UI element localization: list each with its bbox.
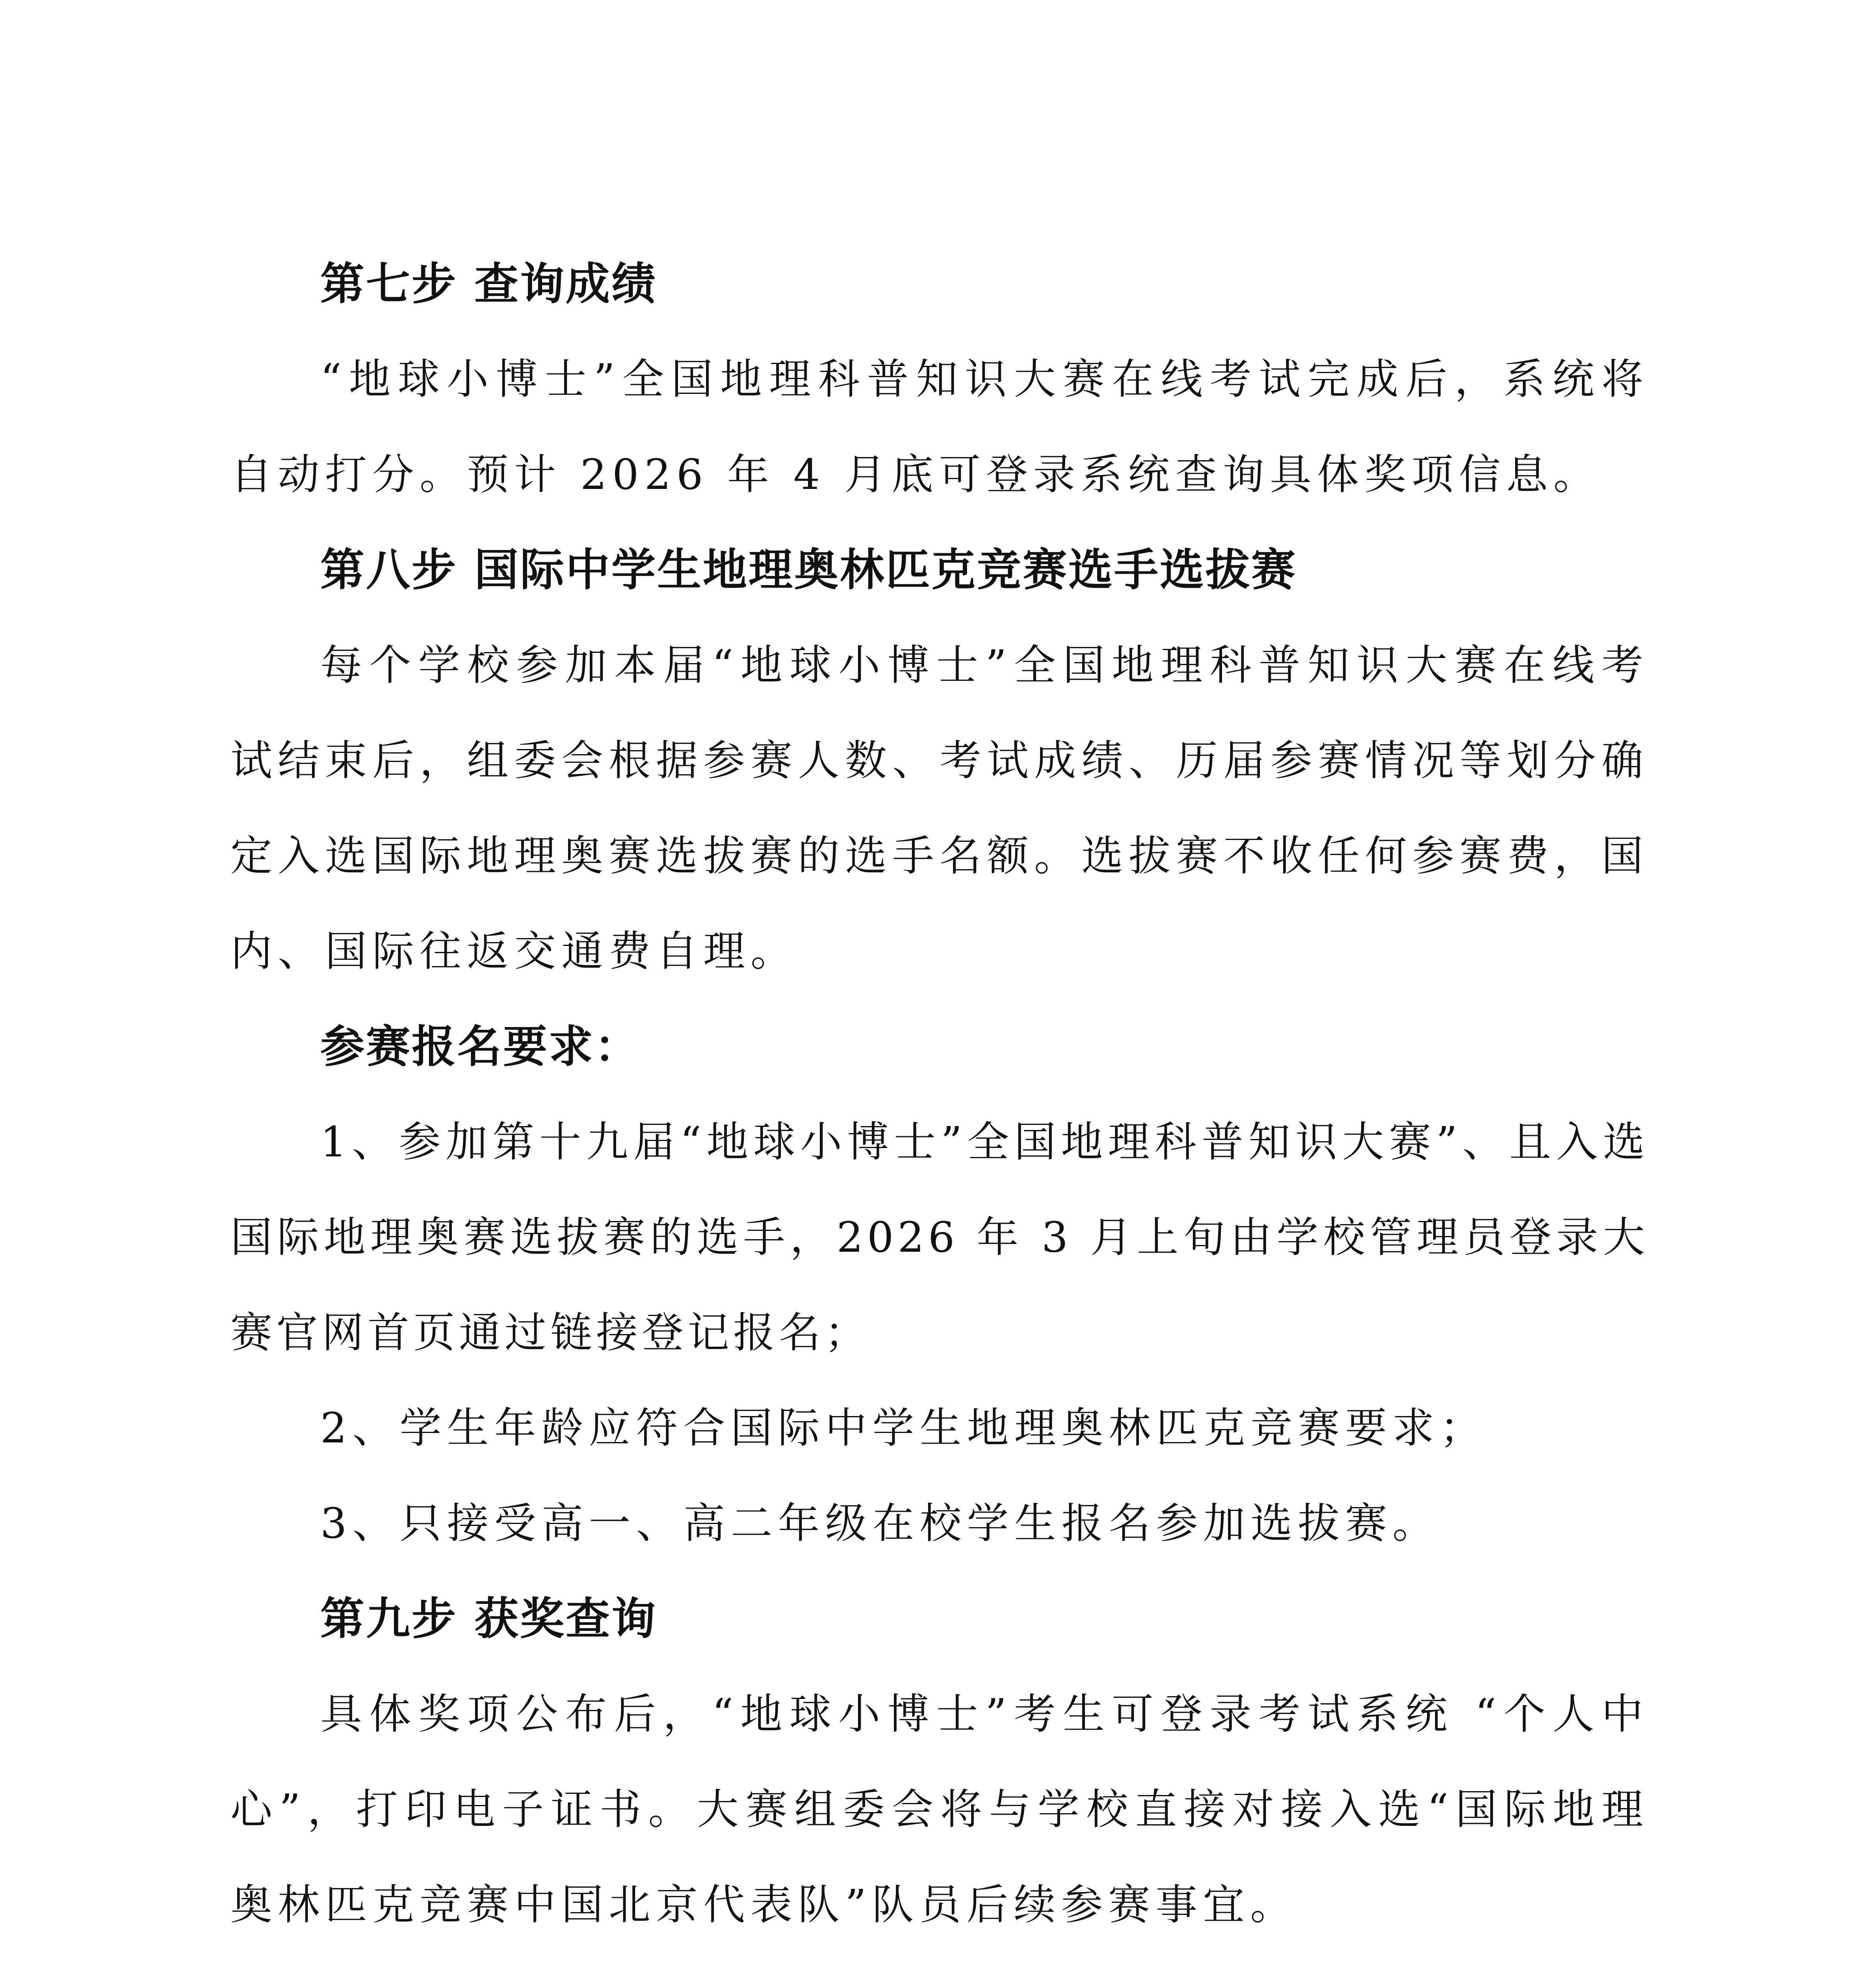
requirement-item-2: 2、学生年龄应符合国际中学生地理奥林匹克竞赛要求；	[320, 1404, 1487, 1452]
requirement-item-1: 1、参加第十九届“地球小博士”全国地理科普知识大赛”、且入选国际地理奥赛选拔赛的选手，2026 年 3 月上旬由学校管理员登录大赛官网首页通过链接登记报名；	[230, 1118, 1649, 1357]
requirement-item-3: 3、只接受高一、高二年级在校学生报名参加选拔赛。	[320, 1499, 1440, 1548]
step8-paragraph: 每个学校参加本届“地球小博士”全国地理科普知识大赛在线考试结束后，组委会根据参赛人数、考试成绩、历届参赛情况等划分确定入选国际地理奥赛选拔赛的选手名额。选拔赛不收任何参赛费，国内、国际往返交通费自理。	[230, 641, 1649, 976]
step9-paragraph: 具体奖项公布后，“地球小博士”考生可登录考试系统 “个人中心”，打印电子证书。大赛组委会将与学校直接对接入选“国际地理奥林匹克竞赛中国北京代表队”队员后续参赛事宜。	[230, 1690, 1649, 1929]
document-body	[230, 236, 1649, 1953]
step9-heading: 第九步 获奖查询	[320, 1593, 657, 1645]
step8-heading: 第八步 国际中学生地理奥林匹克竞赛选手选拔赛	[320, 545, 1297, 596]
step7-paragraph: “地球小博士”全国地理科普知识大赛在线考试完成后，系统将自动打分。预计 2026 年 4 月底可登录系统查询具体奖项信息。	[230, 355, 1649, 499]
step7-heading: 第七步 查询成绩	[320, 258, 657, 310]
requirements-heading: 参赛报名要求：	[320, 1021, 640, 1072]
